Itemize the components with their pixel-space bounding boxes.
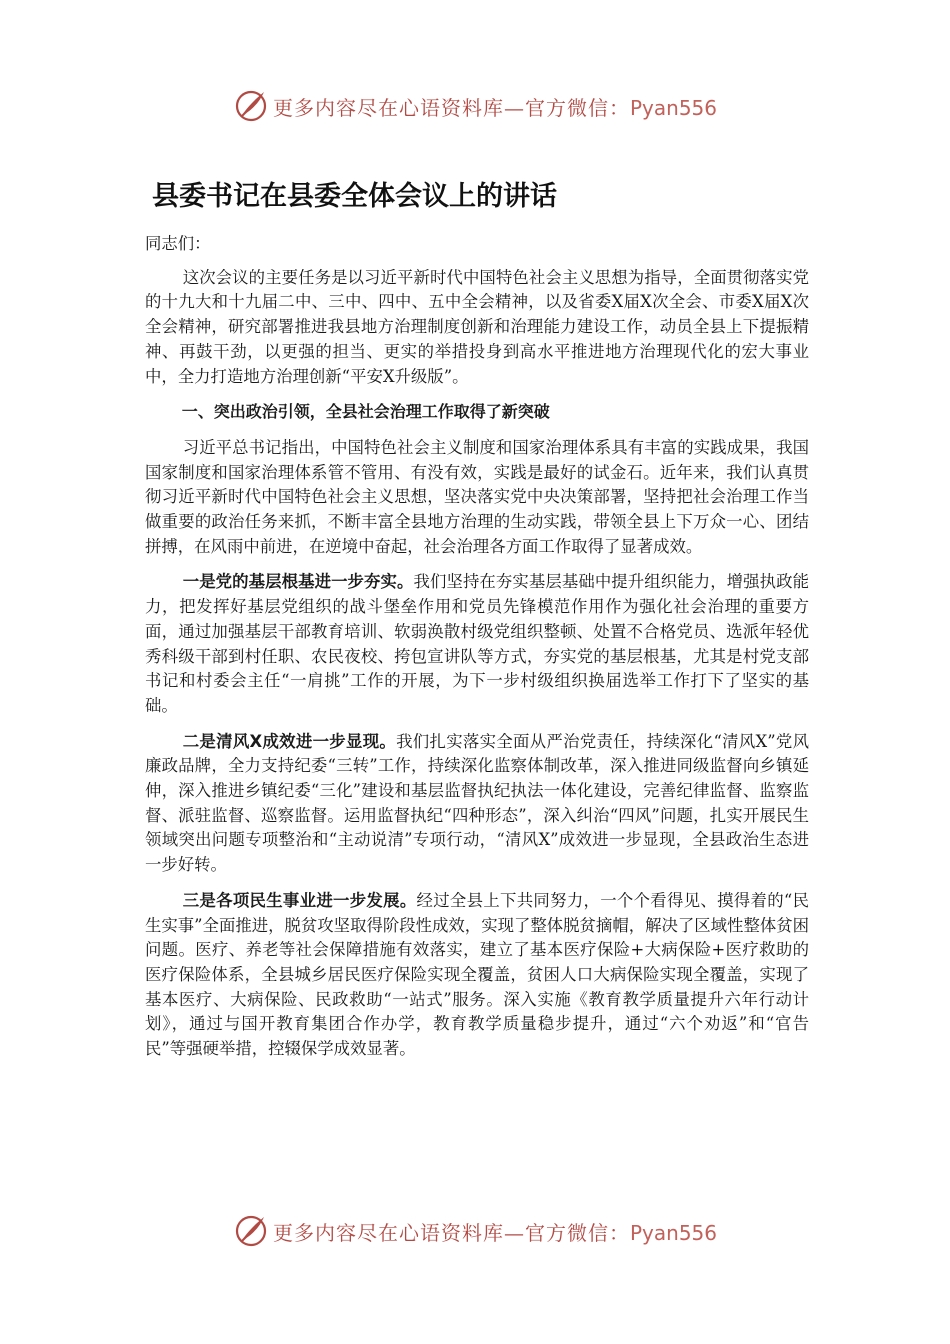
- watermark-wechat-id: Pyan556: [629, 1220, 717, 1245]
- watermark-text: [273, 1217, 717, 1246]
- document-title: 县委书记在县委全体会议上的讲话: [152, 181, 557, 212]
- watermark-banner-top: [0, 84, 950, 128]
- point-lead-1: 一是党的基层根基进一步夯实。: [182, 572, 414, 592]
- section-heading: 一、突出政治引领，全县社会治理工作取得了新突破: [181, 402, 550, 422]
- point-lead-2: 二是清风X成效进一步显现。: [182, 731, 397, 751]
- watermark-prefix: 更多内容尽在心语资料库—官方微信：: [272, 1220, 630, 1245]
- section-intro-paragraph: 习近平总书记指出，中国特色社会主义制度和国家治理体系具有丰富的实践成果，我国国家制度和国家治理体系管不管用、有没有效，实践是最好的试金石。近年来，我们认真贯彻习近平新时代中国特色社会主义思想，坚决落实党中央决策部署，坚持把社会治理工作当做重要的政治任务来抓，不断丰富全县地方治理的生动实践，带领全县上下万众一心、团结拼搏，在风雨中前进，在逆境中奋起，社会治理各方面工作取得了显著成效。: [145, 437, 809, 556]
- quill-logo-icon: [233, 1213, 269, 1249]
- watermark-prefix: 更多内容尽在心语资料库—官方微信：: [272, 95, 630, 120]
- watermark-text: [273, 92, 717, 121]
- point-paragraph-2: [145, 730, 809, 878]
- intro-paragraph: 这次会议的主要任务是以习近平新时代中国特色社会主义思想为指导，全面贯彻落实党的十九大和十九届二中、三中、四中、五中全会精神，以及省委X届X次全会、市委X届X次全会精神，研究部署推进我县地方治理制度创新和治理能力建设工作，动员全县上下提振精神、再鼓干劲，以更强的担当、更实的举措投身到高水平推进地方治理现代化的宏大事业中，全力打造地方治理创新“平安X升级版”。: [145, 267, 809, 386]
- point-paragraph-3: [145, 889, 809, 1062]
- salutation: 同志们：: [145, 234, 211, 253]
- quill-logo-icon: [233, 88, 269, 124]
- point-body-2: 我们扎实落实全面从严治党责任，持续深化“清风X”党风廉政品牌，全力支持纪委“三转”工作，持续深化监察体制改革，深入推进同级监督向乡镇延伸，深入推进乡镇纪委“三化”建设和基层监督执纪执法一体化建设，完善纪律监督、监察监督、派驻监督、巡察监督。运用监督执纪“四种形态”，深入纠治“四风”问题，扎实开展民生领域突出问题专项整治和“主动说清”专项行动，“清风X”成效进一步显现，全县政治生态进一步好转。: [145, 731, 809, 875]
- watermark-wechat-id: Pyan556: [629, 95, 717, 120]
- point-body-1: 我们坚持在夯实基层基础中提升组织能力，增强执政能力，把发挥好基层党组织的战斗堡垒作用和党员先锋模范作用作为强化社会治理的重要方面，通过加强基层干部教育培训、软弱涣散村级党组织整顿、处置不合格党员、选派年轻优秀科级干部到村任职、农民夜校、挎包宣讲队等方式，夯实党的基层根基，尤其是村党支部书记和村委会主任“一肩挑”工作的开展，为下一步村级组织换届选举工作打下了坚实的基础。: [145, 572, 810, 715]
- point-body-3: 经过全县上下共同努力，一个个看得见、摸得着的“民生实事”全面推进，脱贫攻坚取得阶段性成效，实现了整体脱贫摘帽，解决了区域性整体贫困问题。医疗、养老等社会保障措施有效落实，建立了基本医疗保险+大病保险+医疗救助的医疗保险体系，全县城乡居民医疗保险实现全覆盖，贫困人口大病保险实现全覆盖，实现了基本医疗、大病保险、民政救助“一站式”服务。深入实施《教育教学质量提升六年行动计划》，通过与国开教育集团合作办学，教育教学质量稳步提升，通过“六个劝返”和“官告民”等强硬举措，控辍保学成效显著。: [145, 890, 810, 1059]
- document-body: [145, 232, 809, 1073]
- point-paragraph-1: [145, 570, 809, 718]
- point-lead-3: 三是各项民生事业进一步发展。: [182, 890, 417, 910]
- watermark-banner-bottom: [0, 1209, 950, 1253]
